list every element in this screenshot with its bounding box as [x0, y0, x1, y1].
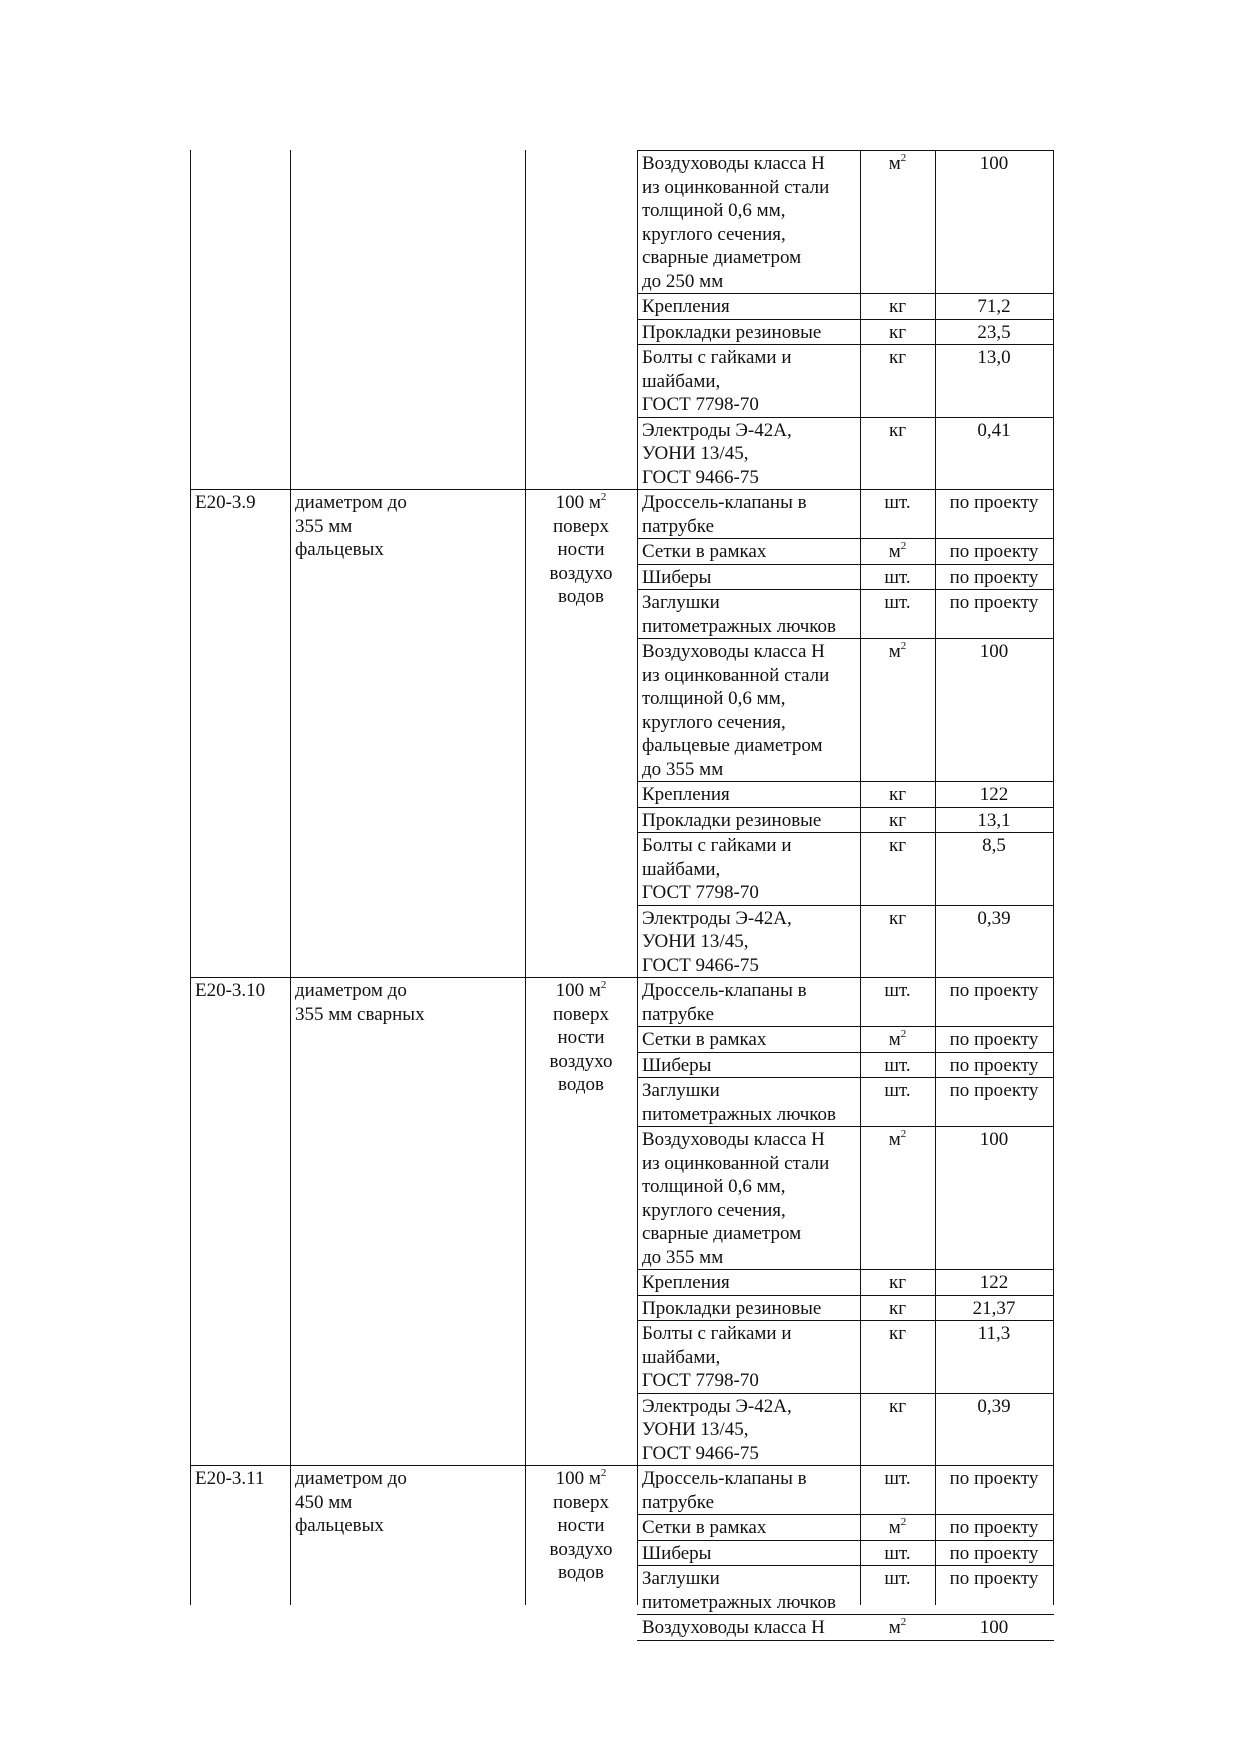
resource-quantity: по проекту [949, 1029, 1039, 1050]
resource-name-line: Дроссель-клапаны в [642, 1468, 807, 1489]
row-divider [637, 1077, 1054, 1078]
work-unit-line: поверх [553, 1491, 609, 1513]
work-name-line: фальцевых [295, 539, 384, 560]
resource-unit: кг [888, 1323, 907, 1344]
resource-name-line: ГОСТ 9466-75 [642, 466, 759, 488]
resource-unit: шт. [884, 1468, 911, 1489]
resource-name-line: Сетки в рамках [642, 1029, 767, 1050]
resource-name-line: Дроссель-клапаны в [642, 492, 807, 513]
work-name-line: 355 мм [295, 515, 353, 537]
row-divider [637, 781, 1054, 782]
resource-quantity: по проекту [949, 492, 1039, 513]
resource-quantity: 100 [979, 641, 1009, 662]
work-name-line: диаметром до [295, 1468, 407, 1489]
col-line-code [190, 150, 191, 1605]
resource-quantity: 21,37 [972, 1297, 1016, 1319]
resource-quantity: по проекту [949, 1568, 1039, 1589]
resource-quantity: 11,3 [977, 1323, 1011, 1344]
resource-unit: кг [888, 1272, 907, 1293]
resource-name-line: из оцинкованной стали [642, 664, 830, 686]
resource-name-line: ГОСТ 7798-70 [642, 394, 759, 415]
resource-name-line: до 355 мм [642, 1246, 724, 1268]
row-divider [637, 1026, 1054, 1027]
resource-name-line: Электроды Э-42А, [642, 1395, 792, 1417]
row-divider [637, 807, 1054, 808]
row-divider [637, 293, 1054, 294]
resource-quantity: 13,0 [977, 347, 1011, 368]
resource-name-line: шайбами, [642, 370, 721, 392]
row-divider [637, 417, 1054, 418]
work-unit-line: воздухо [549, 1538, 613, 1560]
col-line-unit [525, 150, 526, 1605]
work-unit-line: 100 $м^2$ [555, 1466, 607, 1489]
row-divider [637, 589, 1054, 590]
resource-name-line: Прокладки резиновые [642, 809, 822, 831]
row-divider [637, 1126, 1054, 1127]
resource-quantity: по проекту [949, 1054, 1039, 1076]
resource-unit: $м^2$ [888, 1515, 907, 1538]
resource-name-line: Заглушки [642, 592, 720, 613]
resource-name-line: Дроссель-клапаны в [642, 980, 807, 1001]
resource-name-line: сварные диаметром [642, 1223, 802, 1244]
resource-unit: шт. [884, 980, 911, 1001]
resource-unit: кг [888, 907, 907, 929]
resource-quantity: по проекту [949, 1468, 1039, 1489]
resource-quantity: 100 [979, 1129, 1009, 1150]
work-name-line: диаметром до [295, 492, 407, 513]
resource-unit: кг [888, 296, 907, 317]
resource-unit: $м^2$ [888, 639, 907, 662]
resource-unit: кг [888, 321, 907, 343]
resource-name-line: ГОСТ 7798-70 [642, 882, 759, 903]
resource-unit: кг [888, 1297, 907, 1319]
work-unit-line: поверх [553, 515, 609, 537]
resource-unit: $м^2$ [888, 1615, 907, 1638]
group-divider [190, 977, 637, 978]
resource-quantity: 13,1 [977, 809, 1011, 831]
row-divider [637, 489, 1054, 490]
row-divider [637, 150, 1054, 151]
work-unit-line: водов [558, 1074, 604, 1095]
resource-name-line: Крепления [642, 296, 730, 317]
row-divider [637, 1465, 1054, 1466]
resource-quantity: 8,5 [982, 835, 1006, 856]
resource-quantity: по проекту [949, 1517, 1039, 1538]
resource-unit: шт. [884, 1080, 911, 1101]
resource-name-line: Болты с гайками и [642, 835, 792, 856]
resource-unit: кг [888, 419, 907, 441]
row-divider [637, 977, 1054, 978]
resource-name-line: шайбами, [642, 858, 721, 880]
resource-name-line: фальцевые диаметром [642, 735, 823, 756]
resource-name-line: Крепления [642, 784, 730, 805]
resource-quantity: 100 [979, 153, 1009, 174]
row-divider [637, 1393, 1054, 1394]
row-divider [637, 538, 1054, 539]
resource-quantity: 71,2 [977, 296, 1011, 317]
row-divider [637, 832, 1054, 833]
resource-unit: шт. [884, 492, 911, 513]
resource-unit: шт. [884, 1542, 911, 1564]
work-name-line: фальцевых [295, 1515, 384, 1536]
resource-unit: $м^2$ [888, 1027, 907, 1050]
resource-name-line: Электроды Э-42А, [642, 419, 792, 441]
resource-unit: кг [888, 347, 907, 368]
resource-name-line: из оцинкованной стали [642, 1152, 830, 1174]
resource-name-line: Заглушки [642, 1080, 720, 1101]
work-code: Е20-3.10 [195, 980, 266, 1001]
resource-unit: шт. [884, 592, 911, 613]
resource-unit: $м^2$ [888, 539, 907, 562]
resource-quantity: 122 [979, 1272, 1009, 1293]
resource-name-line: Воздуховоды класса Н [642, 641, 825, 662]
resource-name-line: Электроды Э-42А, [642, 907, 792, 929]
resource-name-line: УОНИ 13/45, [642, 931, 749, 952]
resource-quantity: по проекту [949, 566, 1039, 588]
row-divider [637, 1320, 1054, 1321]
row-divider [637, 1269, 1054, 1270]
resource-unit: шт. [884, 566, 911, 588]
resource-name-line: Шиберы [642, 1542, 712, 1564]
row-divider [637, 1052, 1054, 1053]
row-divider [637, 1540, 1054, 1541]
resource-unit: $м^2$ [888, 1127, 907, 1150]
resource-name-line: Воздуховоды класса Н [642, 1617, 825, 1638]
col-line-resource [637, 150, 638, 1605]
resource-name-line: Прокладки резиновые [642, 321, 822, 343]
resource-name-line: круглого сечения, [642, 711, 786, 733]
row-divider [637, 638, 1054, 639]
resource-name-line: патрубке [642, 1003, 715, 1025]
group-divider [190, 489, 637, 490]
resource-unit: кг [888, 809, 907, 831]
group-divider [190, 1465, 637, 1466]
resource-name-line: круглого сечения, [642, 223, 786, 245]
resource-name-line: до 355 мм [642, 758, 724, 780]
resource-name-line: Шиберы [642, 566, 712, 588]
resource-name-line: УОНИ 13/45, [642, 443, 749, 464]
resource-quantity: 0,39 [977, 907, 1011, 929]
resource-name-line: Заглушки [642, 1568, 720, 1589]
resource-unit: шт. [884, 1568, 911, 1589]
row-divider [637, 1565, 1054, 1566]
resource-name-line: УОНИ 13/45, [642, 1419, 749, 1440]
resource-name-line: круглого сечения, [642, 1199, 786, 1221]
work-unit-line: 100 $м^2$ [555, 978, 607, 1001]
resource-unit: кг [888, 1395, 907, 1417]
row-divider [637, 1614, 1054, 1615]
work-unit-line: 100 $м^2$ [555, 490, 607, 513]
resource-name-line: ГОСТ 9466-75 [642, 1442, 759, 1464]
resource-quantity: 0,39 [977, 1395, 1011, 1417]
resource-quantity: по проекту [949, 541, 1039, 562]
row-divider [637, 1640, 1054, 1641]
resource-quantity: по проекту [949, 1080, 1039, 1101]
work-unit-line: ности [557, 1515, 605, 1536]
resource-name-line: до 250 мм [642, 270, 724, 292]
resource-name-line: Прокладки резиновые [642, 1297, 822, 1319]
resource-unit: $м^2$ [888, 151, 907, 174]
work-unit-line: поверх [553, 1003, 609, 1025]
row-divider [637, 344, 1054, 345]
work-unit-line: воздухо [549, 562, 613, 584]
resource-quantity: по проекту [949, 592, 1039, 613]
resource-quantity: 100 [979, 1617, 1009, 1638]
work-code: Е20-3.11 [195, 1468, 265, 1489]
resource-name-line: Сетки в рамках [642, 1517, 767, 1538]
resource-name-line: патрубке [642, 515, 715, 537]
row-divider [637, 1295, 1054, 1296]
resource-name-line: сварные диаметром [642, 247, 802, 268]
resource-name-line: Воздуховоды класса Н [642, 153, 825, 174]
work-unit-line: водов [558, 586, 604, 607]
resource-name-line: Воздуховоды класса Н [642, 1129, 825, 1150]
col-line-name [290, 150, 291, 1605]
resource-unit: кг [888, 835, 907, 856]
resource-name-line: Болты с гайками и [642, 1323, 792, 1344]
resource-name-line: толщиной 0,6 мм, [642, 200, 786, 221]
work-name-line: 355 мм сварных [295, 1003, 425, 1025]
resource-name-line: толщиной 0,6 мм, [642, 688, 786, 709]
resource-name-line: шайбами, [642, 1346, 721, 1368]
work-name-line: 450 мм [295, 1491, 353, 1513]
work-name-line: диаметром до [295, 980, 407, 1001]
row-divider [637, 564, 1054, 565]
row-divider [637, 1514, 1054, 1515]
resource-name-line: питометражных лючков [642, 1103, 837, 1125]
resource-name-line: ГОСТ 9466-75 [642, 954, 759, 976]
resource-name-line: из оцинкованной стали [642, 176, 830, 198]
resource-name-line: питометражных лючков [642, 615, 837, 637]
resource-quantity: по проекту [949, 1542, 1039, 1564]
resource-name-line: Крепления [642, 1272, 730, 1293]
resource-name-line: питометражных лючков [642, 1591, 837, 1613]
work-unit-line: воздухо [549, 1050, 613, 1072]
resource-name-line: ГОСТ 7798-70 [642, 1370, 759, 1391]
col-line-right [1053, 150, 1054, 1605]
resource-unit: кг [888, 784, 907, 805]
resource-quantity: по проекту [949, 980, 1039, 1001]
resource-quantity: 23,5 [977, 321, 1011, 343]
resource-unit: шт. [884, 1054, 911, 1076]
work-unit-line: ности [557, 1027, 605, 1048]
resource-name-line: Сетки в рамках [642, 541, 767, 562]
resource-name-line: Шиберы [642, 1054, 712, 1076]
resource-name-line: Болты с гайками и [642, 347, 792, 368]
work-unit-line: водов [558, 1562, 604, 1583]
resource-quantity: 122 [979, 784, 1009, 805]
row-divider [637, 905, 1054, 906]
row-divider [637, 319, 1054, 320]
resource-quantity: 0,41 [977, 419, 1011, 441]
resource-name-line: толщиной 0,6 мм, [642, 1176, 786, 1197]
work-code: Е20-3.9 [195, 492, 256, 513]
work-unit-line: ности [557, 539, 605, 560]
resource-name-line: патрубке [642, 1491, 715, 1513]
